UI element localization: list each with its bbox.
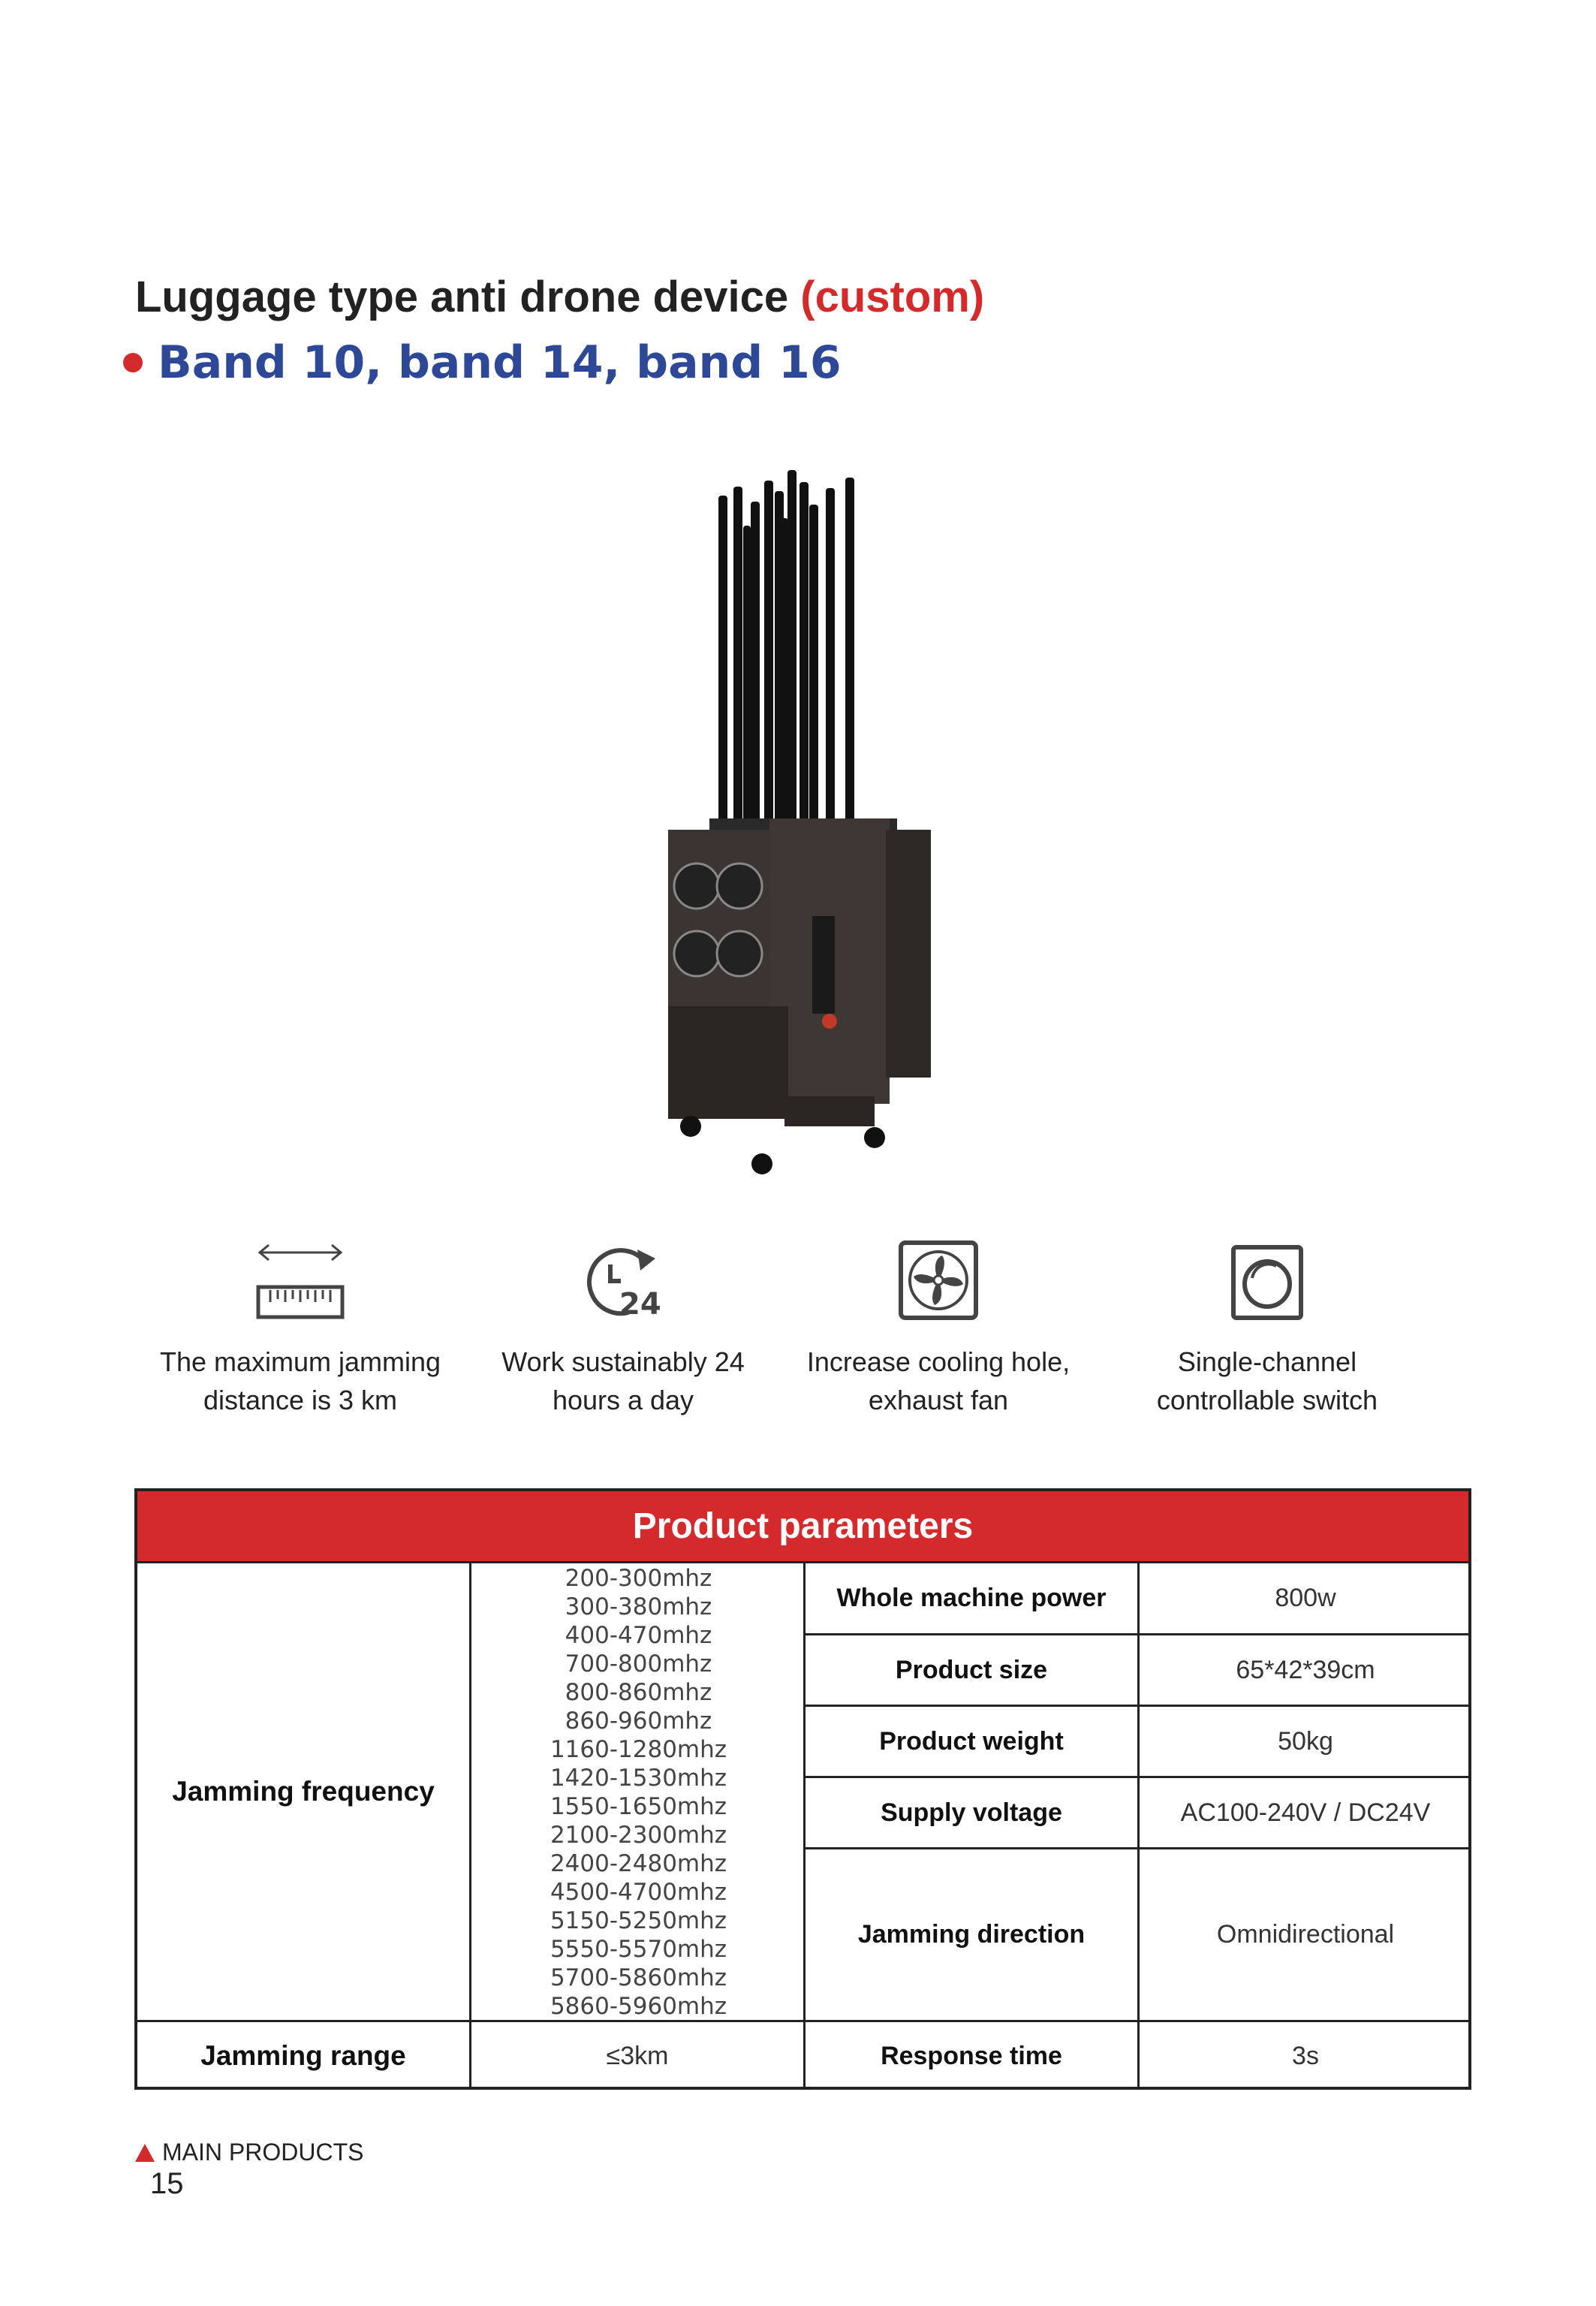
frequency-item: 5700-5860mhz (550, 1964, 727, 1991)
jamming-range-label: Jamming range (200, 2040, 406, 2071)
jamming-range-value: ≤3km (606, 2041, 669, 2070)
frequency-item: 700-800mhz (565, 1650, 712, 1678)
frequency-item: 300-380mhz (565, 1593, 712, 1620)
switch-icon (1230, 1243, 1305, 1322)
param-label: Product size (895, 1655, 1048, 1684)
footer-section (135, 2139, 363, 2166)
frequency-item: 4500-4700mhz (550, 1879, 727, 1906)
footer-section-text: MAIN PRODUCTS (162, 2139, 364, 2166)
frequency-item: 1550-1650mhz (550, 1793, 727, 1820)
device-body (668, 818, 931, 1174)
feature-text: Work sustainably 24 hours a day (501, 1346, 745, 1415)
frequency-item: 2400-2480mhz (550, 1850, 727, 1877)
frequency-item: 200-300mhz (565, 1565, 712, 1592)
feature-text: The maximum jamming distance is 3 km (159, 1346, 441, 1415)
triangle-icon (135, 2144, 155, 2162)
ruler-distance-icon (255, 1239, 345, 1322)
page-number: 15 (150, 2167, 184, 2200)
param-value: 65*42*39cm (1236, 1655, 1375, 1684)
product-image (646, 466, 946, 1186)
feature-distance (143, 1231, 458, 1419)
product-parameters-table (134, 1488, 1471, 2090)
param-value: 50kg (1278, 1726, 1333, 1756)
jamming-frequency-label: Jamming frequency (172, 1776, 435, 1807)
frequency-item: 5150-5250mhz (550, 1907, 727, 1934)
frequency-item: 1420-1530mhz (550, 1765, 727, 1792)
table-title: Product parameters (137, 1491, 1468, 1563)
exhaust-fan-icon (897, 1239, 980, 1322)
bullet-dot-icon (123, 353, 143, 372)
frequency-item: 5860-5960mhz (550, 1993, 727, 2020)
param-label: Product weight (879, 1726, 1064, 1756)
param-value: 800w (1275, 1584, 1336, 1612)
frequency-item: 5550-5570mhz (550, 1936, 727, 1963)
subtitle-text: Band 10, band 14, band 16 (158, 336, 842, 389)
feature-cooling (781, 1231, 1096, 1419)
response-time-label: Response time (881, 2041, 1062, 2070)
page-title (135, 272, 984, 322)
frequency-item: 2100-2300mhz (550, 1822, 727, 1849)
feature-text: Increase cooling hole, exhaust fan (806, 1346, 1071, 1415)
svg-text:24: 24 (619, 1287, 661, 1322)
feature-text: Single-channel controllable switch (1156, 1346, 1378, 1415)
frequency-item: 400-470mhz (565, 1622, 712, 1649)
frequency-list (471, 1566, 806, 2020)
param-label: Supply voltage (881, 1798, 1062, 1827)
feature-switch (1110, 1231, 1425, 1419)
title-main: Luggage type anti drone device (135, 273, 789, 321)
param-value: Omnidirectional (1216, 1920, 1395, 1949)
page-subtitle (123, 336, 842, 389)
frequency-item: 860-960mhz (565, 1708, 712, 1735)
param-label: Whole machine power (836, 1584, 1107, 1612)
antennas (718, 470, 854, 849)
param-value: AC100-240V / DC24V (1180, 1798, 1431, 1827)
frequency-item: 1160-1280mhz (550, 1736, 727, 1763)
24-hours-icon (582, 1239, 664, 1322)
param-label: Jamming direction (857, 1920, 1086, 1949)
frequency-item: 800-860mhz (565, 1679, 712, 1706)
response-time-value: 3s (1292, 2041, 1319, 2070)
feature-24h (465, 1231, 781, 1419)
title-accent: (custom) (800, 273, 985, 321)
